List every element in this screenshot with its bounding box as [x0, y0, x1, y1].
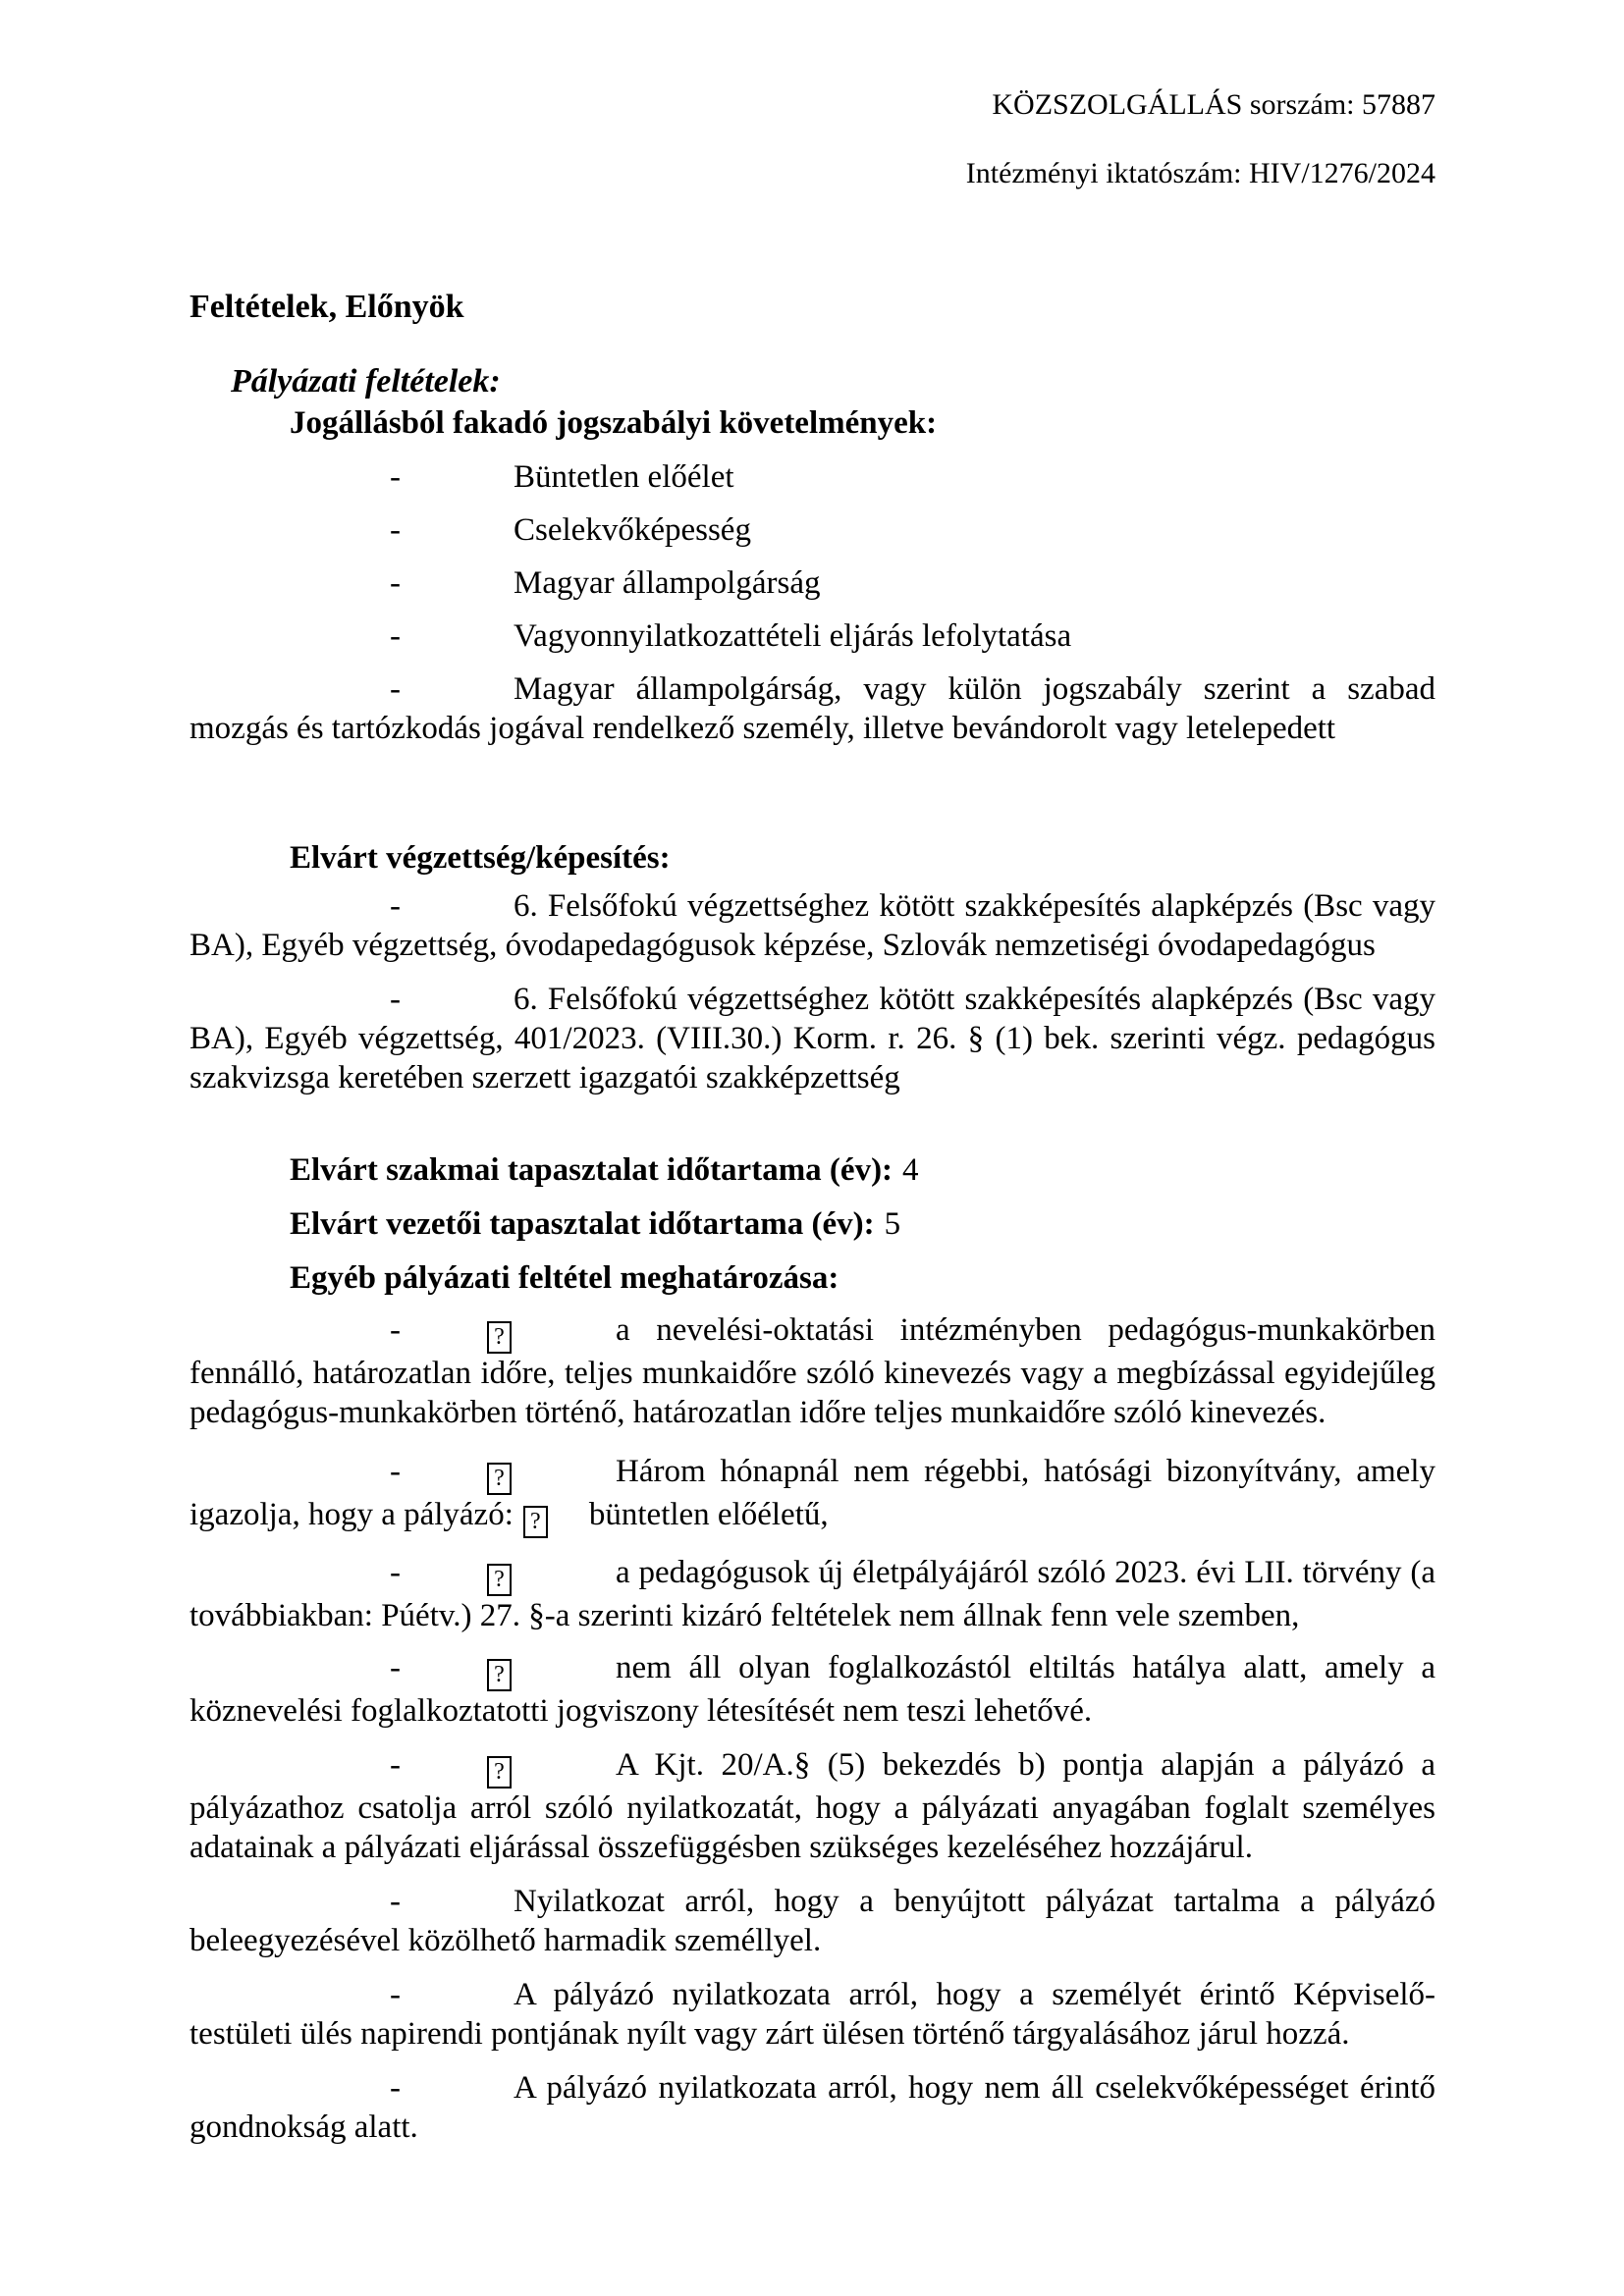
heading-elvart-vegzettseg: Elvárt végzettség/képesítés:	[290, 840, 671, 876]
qualification-item	[189, 886, 1435, 965]
leadership-experience-label: Elvárt vezetői tapasztalat időtartama (év):	[290, 1206, 875, 1242]
dash-bullet: -	[390, 2070, 401, 2106]
institution-registration-number: Intézményi iktatószám: HIV/1276/2024	[965, 157, 1435, 189]
missing-glyph-box: ?	[523, 1506, 548, 1538]
dash-bullet: -	[390, 1555, 401, 1590]
leadership-experience-value: 5	[884, 1206, 901, 1242]
other-condition-text: a nevelési-oktatási intézményben pedagógus-munkakörben fennálló, határozatlan időre, teljes munkaidőre szóló kinevezés vagy a megbízással egyidejűleg pedagógus-munkakörben történő, határozatlan időre teljes munkaidőre szóló kinevezés.	[189, 1312, 1435, 1430]
other-condition-text: nem áll olyan foglalkozástól eltiltás hatálya alatt, amely a köznevelési foglalkoztatotti jogviszony létesítését nem teszi lehetővé.	[189, 1650, 1435, 1729]
requirement-item	[189, 616, 1435, 656]
qualification-text: 6. Felsőfokú végzettséghez kötött szakképesítés alapképzés (Bsc vagy BA), Egyéb végzettség, 401/2023. (VIII.30.) Korm. r. 26. § (1) bek. szerinti végz. pedagógus szakvizsga keretében szerzett igazgatói szakképzettség	[189, 982, 1435, 1095]
requirement-item	[189, 457, 1435, 497]
heading-egyeb-feltetel: Egyéb pályázati feltétel meghatározása:	[290, 1260, 839, 1296]
missing-glyph-box: ?	[487, 1756, 512, 1789]
requirement-text: Büntetlen előélet	[514, 459, 734, 495]
other-condition-item	[189, 1310, 1435, 1432]
professional-experience-line	[290, 1149, 1435, 1191]
dash-bullet: -	[390, 982, 401, 1017]
leadership-experience-line	[290, 1203, 1435, 1245]
dash-bullet: -	[390, 512, 401, 548]
professional-experience-value: 4	[902, 1152, 919, 1188]
requirement-item	[189, 563, 1435, 603]
dash-bullet: -	[390, 888, 401, 924]
kozszolgallas-serial: KÖZSZOLGÁLLÁS sorszám: 57887	[992, 88, 1435, 121]
page-title: Feltételek, Előnyök	[189, 289, 464, 325]
dash-bullet: -	[390, 671, 401, 707]
missing-glyph-box: ?	[487, 1321, 512, 1354]
other-condition-item	[189, 1882, 1435, 1960]
other-condition-text: Három hónapnál nem régebbi, hatósági bizonyítvány, amely igazolja, hogy a pályázó:	[189, 1454, 1435, 1532]
dash-bullet: -	[390, 1454, 401, 1489]
requirement-item	[189, 510, 1435, 550]
requirement-text: Cselekvőképesség	[514, 512, 751, 548]
other-condition-item	[189, 1745, 1435, 1867]
other-condition-text: A pályázó nyilatkozata arról, hogy a személyét érintő Képviselő-testületi ülés napirendi pontjának nyílt vagy zárt ülésen történő tárgyalásához járul hozzá.	[189, 1977, 1435, 2052]
other-condition-item	[189, 1452, 1435, 1538]
missing-glyph-box: ?	[487, 1564, 512, 1596]
dash-bullet: -	[390, 1312, 401, 1348]
dash-bullet: -	[390, 459, 401, 495]
other-condition-item	[189, 1648, 1435, 1731]
dash-bullet: -	[390, 1650, 401, 1685]
other-condition-text: a pedagógusok új életpályájáról szóló 2023. évi LII. törvény (a továbbiakban: Púétv.) 27. §-a szerinti kizáró feltételek nem állnak fenn vele szemben,	[189, 1555, 1435, 1633]
dash-bullet: -	[390, 1884, 401, 1919]
requirement-text: Vagyonnyilatkozattételi eljárás lefolytatása	[514, 618, 1072, 654]
other-condition-item	[189, 1553, 1435, 1635]
requirement-text: Magyar állampolgárság	[514, 565, 821, 601]
dash-bullet: -	[390, 565, 401, 601]
other-condition-item	[189, 2068, 1435, 2147]
requirement-text: Magyar állampolgárság, vagy külön jogszabály szerint a szabad mozgás és tartózkodás jogával rendelkező személy, illetve bevándorolt vagy letelepedett	[189, 671, 1435, 746]
other-condition-text: Nyilatkozat arról, hogy a benyújtott pályázat tartalma a pályázó beleegyezésével közölhető harmadik személlyel.	[189, 1884, 1435, 1958]
professional-experience-label: Elvárt szakmai tapasztalat időtartama (év):	[290, 1152, 893, 1188]
heading-palyazati-feltetelek: Pályázati feltételek:	[231, 363, 501, 400]
qualification-text: 6. Felsőfokú végzettséghez kötött szakképesítés alapképzés (Bsc vagy BA), Egyéb végzettség, óvodapedagógusok képzése, Szlovák nemzetiségi óvodapedagógus	[189, 888, 1435, 963]
missing-glyph-box: ?	[487, 1463, 512, 1495]
qualification-item	[189, 980, 1435, 1097]
requirement-item	[189, 669, 1435, 748]
other-condition-text: büntetlen előéletű,	[588, 1497, 829, 1532]
dash-bullet: -	[390, 1977, 401, 2012]
dash-bullet: -	[390, 618, 401, 654]
other-condition-text: A Kjt. 20/A.§ (5) bekezdés b) pontja alapján a pályázó a pályázathoz csatolja arról szóló nyilatkozatát, hogy a pályázati anyagában foglalt személyes adatainak a pályázati eljárással összefüggésben szükséges kezeléséhez hozzájárul.	[189, 1747, 1435, 1865]
missing-glyph-box: ?	[487, 1659, 512, 1691]
heading-jogallas-kovetelmenyek: Jogállásból fakadó jogszabályi követelmények:	[290, 405, 938, 441]
other-condition-text: A pályázó nyilatkozata arról, hogy nem áll cselekvőképességet érintő gondnokság alatt.	[189, 2070, 1435, 2145]
dash-bullet: -	[390, 1747, 401, 1783]
other-condition-item	[189, 1975, 1435, 2054]
document-header	[189, 0, 1435, 192]
